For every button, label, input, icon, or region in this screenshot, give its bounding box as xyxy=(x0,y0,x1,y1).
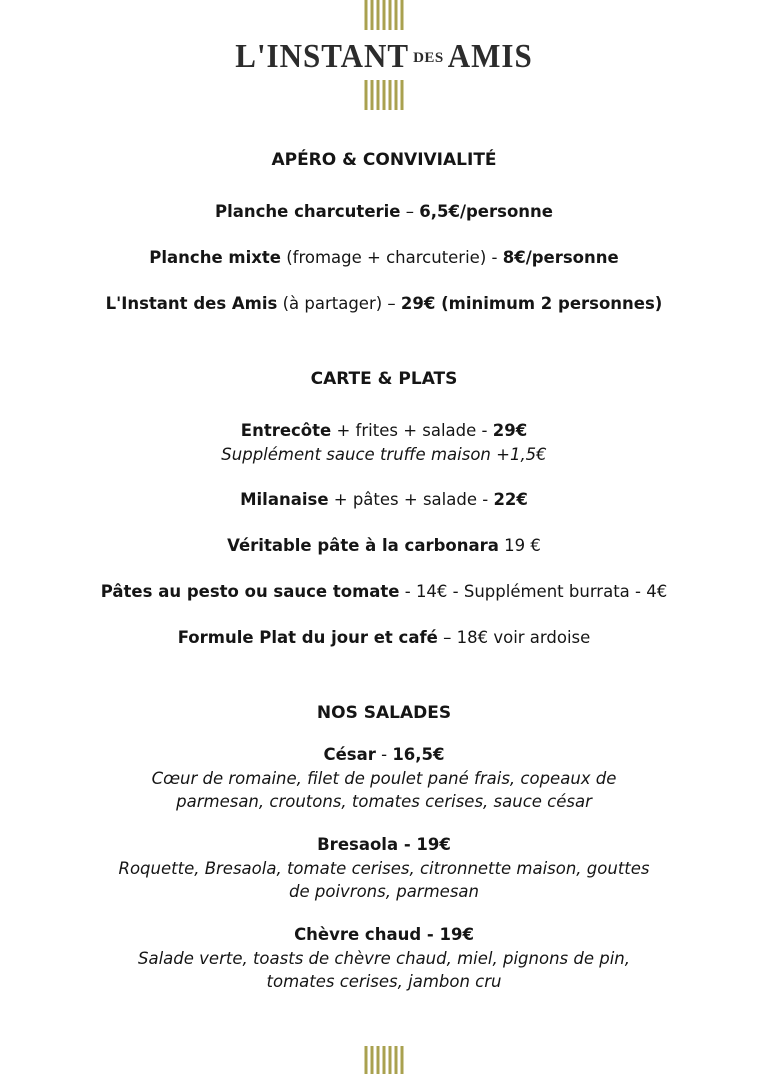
item-description: tomates cerises, jambon cru xyxy=(266,972,502,991)
item-name: Bresaola - 19€ xyxy=(317,835,451,854)
decorative-bars-icon xyxy=(365,1046,404,1074)
item-name: Entrecôte xyxy=(240,421,332,440)
item-price: 16,5€ xyxy=(392,745,445,764)
item-separator: – xyxy=(437,628,457,647)
menu-item-chevre-chaud xyxy=(40,923,728,947)
item-name: Véritable pâte à la carbonara xyxy=(227,536,499,555)
item-separator: - xyxy=(375,745,393,764)
item-name: Pâtes au pesto ou sauce tomate xyxy=(100,582,400,601)
logo-word-instant: L'INSTANT xyxy=(235,36,410,75)
item-name: Planche charcuterie xyxy=(215,202,401,221)
section-title-carte: CARTE & PLATS xyxy=(310,369,458,389)
item-name: L'Instant des Amis xyxy=(105,294,278,313)
item-price: 6,5€/personne xyxy=(419,202,553,221)
item-detail: (à partager) xyxy=(277,294,383,313)
item-separator: - xyxy=(486,248,503,267)
item-description: parmesan, croutons, tomates cerises, sauce césar xyxy=(176,792,592,811)
section-title-apero: APÉRO & CONVIVIALITÉ xyxy=(271,150,497,170)
item-description: Salade verte, toasts de chèvre chaud, miel, pignons de pin, xyxy=(138,949,630,968)
menu-item-formule-plat-du-jour xyxy=(40,626,728,650)
item-separator: – xyxy=(382,294,401,313)
section-title-salades: NOS SALADES xyxy=(316,703,452,723)
item-separator: - xyxy=(399,582,416,601)
item-detail: (fromage + charcuterie) xyxy=(280,248,487,267)
logo-word-des: DES xyxy=(413,50,444,66)
decorative-bars-icon xyxy=(365,80,404,110)
menu-item-carbonara xyxy=(40,534,728,558)
item-name: Planche mixte xyxy=(149,248,281,267)
item-name: Chèvre chaud - 19€ xyxy=(294,925,474,944)
menu-item-planche-charcuterie xyxy=(40,200,728,224)
menu-item-entrecote xyxy=(40,419,728,443)
item-separator: - xyxy=(476,421,493,440)
menu-item-cesar xyxy=(40,743,728,767)
item-price: 14€ - Supplément burrata - 4€ xyxy=(415,582,668,601)
item-separator: – xyxy=(400,202,420,221)
item-price: 29€ xyxy=(492,421,528,440)
item-price: 22€ xyxy=(493,490,528,509)
menu-item-milanaise xyxy=(40,488,728,512)
item-price: 8€/personne xyxy=(502,248,619,267)
item-description: Roquette, Bresaola, tomate cerises, citronnette maison, gouttes xyxy=(118,859,650,878)
item-price: 18€ voir ardoise xyxy=(456,628,591,647)
menu-item-bresaola xyxy=(40,833,728,857)
item-separator: - xyxy=(476,490,494,509)
menu-item-planche-mixte xyxy=(40,246,728,270)
item-description: de poivrons, parmesan xyxy=(289,882,479,901)
menu-content xyxy=(40,142,728,993)
menu-item-pates-pesto xyxy=(40,580,728,604)
item-name: César xyxy=(323,745,376,764)
item-description: Cœur de romaine, filet de poulet pané frais, copeaux de xyxy=(151,769,617,788)
decorative-bars-icon xyxy=(365,0,404,30)
item-name: Milanaise xyxy=(240,490,329,509)
restaurant-logo xyxy=(0,38,768,74)
item-price: 19 € xyxy=(504,536,541,555)
item-description: Supplément sauce truffe maison +1,5€ xyxy=(221,445,547,464)
menu-item-instant-des-amis xyxy=(40,292,728,316)
item-price: 29€ (minimum 2 personnes) xyxy=(400,294,663,313)
item-name: Formule Plat du jour et café xyxy=(177,628,438,647)
item-detail: + pâtes + salade xyxy=(328,490,477,509)
item-detail: + frites + salade xyxy=(331,421,477,440)
logo-word-amis: AMIS xyxy=(447,36,533,75)
